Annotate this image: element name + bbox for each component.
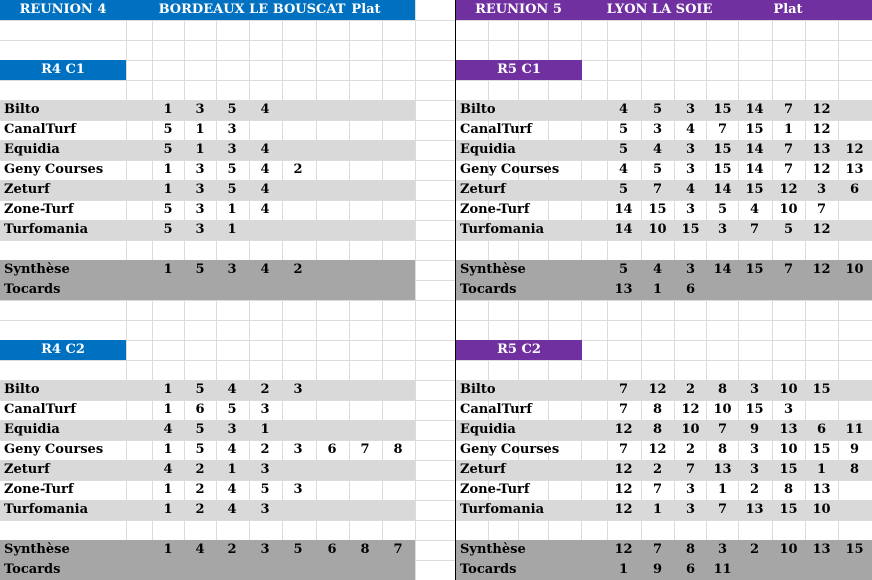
horse-number[interactable]: 3: [260, 402, 270, 417]
horse-number[interactable]: 4: [227, 382, 237, 397]
horse-number[interactable]: 4: [652, 142, 663, 157]
horse-number[interactable]: 3: [260, 462, 270, 477]
horse-number[interactable]: 13: [745, 502, 764, 517]
horse-number[interactable]: 3: [227, 122, 237, 137]
synthese-number[interactable]: 1: [163, 542, 173, 557]
horse-number[interactable]: 12: [812, 102, 831, 117]
horse-number[interactable]: 12: [614, 462, 633, 477]
grid-row-line: [0, 40, 872, 41]
source-label: CanalTurf: [460, 122, 532, 137]
horse-number[interactable]: 5: [618, 122, 629, 137]
grid-row-line: [0, 340, 872, 341]
synthese-number[interactable]: 4: [652, 262, 663, 277]
horse-number[interactable]: 5: [195, 422, 205, 437]
tocards-label: Tocards: [460, 282, 517, 297]
horse-number[interactable]: 7: [652, 182, 663, 197]
horse-number[interactable]: 2: [195, 462, 205, 477]
horse-number[interactable]: 15: [713, 162, 732, 177]
grid-row-line: [0, 520, 872, 521]
source-label: Turfomania: [460, 502, 545, 517]
horse-number[interactable]: 12: [614, 502, 633, 517]
horse-number[interactable]: 12: [812, 122, 831, 137]
synthese-number[interactable]: 14: [713, 262, 732, 277]
horse-number[interactable]: 9: [749, 422, 760, 437]
horse-number[interactable]: 4: [163, 422, 173, 437]
horse-number[interactable]: 14: [745, 162, 764, 177]
horse-number[interactable]: 15: [745, 402, 764, 417]
horse-number[interactable]: 2: [293, 162, 303, 177]
horse-number[interactable]: 15: [745, 182, 764, 197]
horse-number[interactable]: 1: [163, 482, 173, 497]
source-label: Zeturf: [4, 462, 50, 477]
horse-number[interactable]: 7: [816, 202, 827, 217]
horse-number[interactable]: 4: [260, 182, 270, 197]
horse-number[interactable]: 8: [652, 422, 663, 437]
horse-number[interactable]: 5: [163, 222, 173, 237]
horse-number[interactable]: 8: [717, 382, 728, 397]
horse-number[interactable]: 3: [195, 182, 205, 197]
horse-number[interactable]: 3: [717, 222, 728, 237]
horse-number[interactable]: 1: [163, 402, 173, 417]
horse-number[interactable]: 1: [163, 162, 173, 177]
synthese-number[interactable]: 3: [717, 542, 728, 557]
grid-row-line: [0, 360, 872, 361]
tocards-number[interactable]: 9: [652, 562, 663, 577]
horse-number[interactable]: 7: [717, 422, 728, 437]
horse-number[interactable]: 13: [713, 462, 732, 477]
horse-number[interactable]: 15: [812, 382, 831, 397]
horse-number[interactable]: 7: [618, 442, 629, 457]
horse-number[interactable]: 12: [614, 482, 633, 497]
horse-number[interactable]: 1: [163, 442, 173, 457]
source-label: Zeturf: [460, 182, 506, 197]
left-header-type: Plat: [351, 2, 381, 17]
horse-number[interactable]: 1: [163, 382, 173, 397]
horse-number[interactable]: 5: [195, 382, 205, 397]
horse-number[interactable]: 8: [652, 402, 663, 417]
synthese-number[interactable]: 7: [783, 262, 794, 277]
horse-number[interactable]: 8: [393, 442, 403, 457]
horse-number[interactable]: 10: [779, 202, 798, 217]
horse-number[interactable]: 3: [783, 402, 794, 417]
horse-number[interactable]: 1: [227, 202, 237, 217]
horse-number[interactable]: 4: [260, 202, 270, 217]
source-label: Equidia: [4, 142, 60, 157]
horse-number[interactable]: 12: [812, 162, 831, 177]
horse-number[interactable]: 9: [849, 442, 860, 457]
horse-number[interactable]: 3: [195, 102, 205, 117]
horse-number[interactable]: 2: [685, 382, 696, 397]
tocards-number[interactable]: 11: [713, 562, 732, 577]
right-race-1-title[interactable]: R5 C1: [456, 60, 582, 80]
horse-number[interactable]: 14: [745, 102, 764, 117]
source-label: Zone-Turf: [460, 202, 530, 217]
right-header-type: Plat: [773, 2, 803, 17]
horse-number[interactable]: 15: [745, 122, 764, 137]
horse-number[interactable]: 2: [195, 482, 205, 497]
synthese-number[interactable]: 15: [745, 262, 764, 277]
horse-number[interactable]: 3: [652, 122, 663, 137]
source-label: CanalTurf: [4, 122, 76, 137]
horse-number[interactable]: 7: [618, 382, 629, 397]
horse-number[interactable]: 6: [816, 422, 827, 437]
horse-number[interactable]: 7: [618, 402, 629, 417]
horse-number[interactable]: 7: [717, 502, 728, 517]
horse-number[interactable]: 7: [749, 222, 760, 237]
horse-number[interactable]: 4: [260, 102, 270, 117]
horse-number[interactable]: 4: [227, 482, 237, 497]
tocards-label: Tocards: [4, 282, 61, 297]
horse-number[interactable]: 4: [618, 162, 629, 177]
horse-number[interactable]: 6: [327, 442, 337, 457]
synthese-number[interactable]: 1: [163, 262, 173, 277]
horse-number[interactable]: 10: [779, 382, 798, 397]
horse-number[interactable]: 13: [845, 162, 864, 177]
source-label: Equidia: [460, 422, 516, 437]
synthese-number[interactable]: 12: [614, 542, 633, 557]
synthese-label: Synthèse: [4, 262, 70, 277]
horse-number[interactable]: 2: [260, 442, 270, 457]
horse-number[interactable]: 4: [749, 202, 760, 217]
horse-number[interactable]: 2: [260, 382, 270, 397]
horse-number[interactable]: 5: [618, 182, 629, 197]
horse-number[interactable]: 11: [845, 422, 864, 437]
left-header-venue: BORDEAUX LE BOUSCAT: [158, 2, 346, 17]
horse-number[interactable]: 4: [260, 162, 270, 177]
horse-number[interactable]: 5: [618, 142, 629, 157]
synthese-number[interactable]: 6: [327, 542, 337, 557]
horse-number[interactable]: 8: [717, 442, 728, 457]
horse-number[interactable]: 6: [849, 182, 860, 197]
horse-number[interactable]: 5: [783, 222, 794, 237]
horse-number[interactable]: 14: [614, 222, 633, 237]
horse-number[interactable]: 5: [652, 102, 663, 117]
tocards-number[interactable]: 1: [618, 562, 629, 577]
horse-number[interactable]: 14: [614, 202, 633, 217]
horse-number[interactable]: 4: [685, 122, 696, 137]
horse-number[interactable]: 14: [745, 142, 764, 157]
horse-number[interactable]: 10: [681, 422, 700, 437]
horse-number[interactable]: 13: [812, 142, 831, 157]
horse-number[interactable]: 3: [293, 382, 303, 397]
horse-number[interactable]: 3: [685, 482, 696, 497]
synthese-number[interactable]: 8: [360, 542, 370, 557]
horse-number[interactable]: 12: [614, 422, 633, 437]
source-label: Turfomania: [4, 502, 89, 517]
synthese-number[interactable]: 2: [227, 542, 237, 557]
synthese-number[interactable]: 2: [293, 262, 303, 277]
horse-number[interactable]: 5: [227, 182, 237, 197]
horse-number[interactable]: 15: [812, 442, 831, 457]
tocards-label: Tocards: [460, 562, 517, 577]
synthese-number[interactable]: 7: [393, 542, 403, 557]
source-label: Zone-Turf: [4, 482, 74, 497]
source-label: Bilto: [460, 382, 496, 397]
horse-number[interactable]: 1: [260, 422, 270, 437]
horse-number[interactable]: 2: [749, 482, 760, 497]
synthese-number[interactable]: 4: [195, 542, 205, 557]
horse-number[interactable]: 15: [779, 462, 798, 477]
source-label: Bilto: [4, 382, 40, 397]
grid-row-line: [0, 20, 872, 21]
synthese-number[interactable]: 2: [749, 542, 760, 557]
horse-number[interactable]: 3: [195, 222, 205, 237]
horse-number[interactable]: 5: [652, 162, 663, 177]
synthese-number[interactable]: 8: [685, 542, 696, 557]
horse-number[interactable]: 13: [779, 422, 798, 437]
source-label: CanalTurf: [460, 402, 532, 417]
synthese-number[interactable]: 12: [812, 262, 831, 277]
horse-number[interactable]: 4: [685, 182, 696, 197]
synthese-number[interactable]: 7: [652, 542, 663, 557]
horse-number[interactable]: 1: [717, 482, 728, 497]
horse-number[interactable]: 5: [163, 122, 173, 137]
horse-number[interactable]: 12: [648, 382, 667, 397]
horse-number[interactable]: 3: [260, 502, 270, 517]
horse-number[interactable]: 4: [227, 502, 237, 517]
horse-number[interactable]: 1: [163, 182, 173, 197]
horse-number[interactable]: 3: [293, 442, 303, 457]
synthese-number[interactable]: 3: [685, 262, 696, 277]
horse-number[interactable]: 1: [163, 102, 173, 117]
horse-number[interactable]: 5: [260, 482, 270, 497]
horse-number[interactable]: 3: [685, 162, 696, 177]
horse-number[interactable]: 2: [195, 502, 205, 517]
tocards-number[interactable]: 6: [685, 282, 696, 297]
horse-number[interactable]: 12: [779, 182, 798, 197]
synthese-label: Synthèse: [460, 262, 526, 277]
grid-row-line: [0, 240, 872, 241]
horse-number[interactable]: 3: [685, 142, 696, 157]
source-label: Turfomania: [4, 222, 89, 237]
horse-number[interactable]: 7: [783, 142, 794, 157]
horse-number[interactable]: 12: [812, 222, 831, 237]
source-label: Equidia: [460, 142, 516, 157]
tocards-number[interactable]: 13: [614, 282, 633, 297]
left-race-2-title[interactable]: R4 C2: [0, 340, 126, 360]
horse-number[interactable]: 15: [648, 202, 667, 217]
horse-number[interactable]: 10: [779, 442, 798, 457]
source-label: Equidia: [4, 422, 60, 437]
synthese-label: Synthèse: [4, 542, 70, 557]
horse-number[interactable]: 8: [783, 482, 794, 497]
horse-number[interactable]: 3: [749, 462, 760, 477]
horse-number[interactable]: 7: [783, 162, 794, 177]
horse-number[interactable]: 12: [681, 402, 700, 417]
source-label: Zone-Turf: [460, 482, 530, 497]
synthese-number[interactable]: 15: [845, 542, 864, 557]
source-label: Zeturf: [460, 462, 506, 477]
horse-number[interactable]: 1: [227, 222, 237, 237]
horse-number[interactable]: 5: [163, 142, 173, 157]
synthese-number[interactable]: 4: [260, 262, 270, 277]
horse-number[interactable]: 15: [713, 142, 732, 157]
horse-number[interactable]: 10: [648, 222, 667, 237]
horse-number[interactable]: 13: [812, 482, 831, 497]
horse-number[interactable]: 15: [713, 102, 732, 117]
source-label: Zeturf: [4, 182, 50, 197]
horse-number[interactable]: 14: [713, 182, 732, 197]
horse-number[interactable]: 4: [260, 142, 270, 157]
horse-number[interactable]: 3: [195, 162, 205, 177]
right-header-reunion: REUNION 5: [475, 2, 562, 17]
horse-number[interactable]: 5: [227, 102, 237, 117]
grid-column-line: [415, 0, 416, 580]
horse-number[interactable]: 4: [163, 462, 173, 477]
horse-number[interactable]: 7: [652, 482, 663, 497]
right-race-2-title[interactable]: R5 C2: [456, 340, 582, 360]
horse-number[interactable]: 3: [227, 142, 237, 157]
horse-number[interactable]: 10: [713, 402, 732, 417]
horse-number[interactable]: 1: [652, 502, 663, 517]
horse-number[interactable]: 5: [227, 162, 237, 177]
horse-number[interactable]: 5: [717, 202, 728, 217]
horse-number[interactable]: 5: [195, 442, 205, 457]
horse-number[interactable]: 15: [779, 502, 798, 517]
horse-number[interactable]: 3: [749, 442, 760, 457]
synthese-number[interactable]: 13: [812, 542, 831, 557]
horse-number[interactable]: 3: [685, 102, 696, 117]
horse-number[interactable]: 1: [816, 462, 827, 477]
grid-row-line: [0, 60, 872, 61]
source-label: Zone-Turf: [4, 202, 74, 217]
source-label: Geny Courses: [4, 442, 104, 457]
right-header-venue: LYON LA SOIE: [606, 2, 713, 17]
synthese-number[interactable]: 3: [227, 262, 237, 277]
synthese-number[interactable]: 5: [293, 542, 303, 557]
grid-row-line: [0, 320, 872, 321]
horse-number[interactable]: 1: [783, 122, 794, 137]
horse-number[interactable]: 7: [717, 122, 728, 137]
horse-number[interactable]: 3: [685, 202, 696, 217]
source-label: Bilto: [4, 102, 40, 117]
horse-number[interactable]: 10: [812, 502, 831, 517]
horse-number[interactable]: 1: [227, 462, 237, 477]
horse-number[interactable]: 15: [681, 222, 700, 237]
grid-row-line: [0, 300, 872, 301]
horse-number[interactable]: 2: [652, 462, 663, 477]
synthese-number[interactable]: 10: [845, 262, 864, 277]
horse-number[interactable]: 5: [163, 202, 173, 217]
horse-number[interactable]: 7: [360, 442, 370, 457]
horse-number[interactable]: 3: [749, 382, 760, 397]
horse-number[interactable]: 6: [195, 402, 205, 417]
horse-number[interactable]: 8: [849, 462, 860, 477]
synthese-label: Synthèse: [460, 542, 526, 557]
horse-number[interactable]: 3: [227, 422, 237, 437]
horse-number[interactable]: 1: [195, 122, 205, 137]
tocards-number[interactable]: 6: [685, 562, 696, 577]
horse-number[interactable]: 7: [685, 462, 696, 477]
horse-number[interactable]: 12: [845, 142, 864, 157]
horse-number[interactable]: 1: [195, 142, 205, 157]
synthese-number[interactable]: 5: [195, 262, 205, 277]
horse-number[interactable]: 2: [685, 442, 696, 457]
horse-number[interactable]: 3: [816, 182, 827, 197]
tocards-label: Tocards: [4, 562, 61, 577]
synthese-number[interactable]: 3: [260, 542, 270, 557]
horse-number[interactable]: 4: [227, 442, 237, 457]
tocards-number[interactable]: 1: [652, 282, 663, 297]
source-label: Geny Courses: [460, 442, 560, 457]
horse-number[interactable]: 3: [293, 482, 303, 497]
horse-number[interactable]: 4: [618, 102, 629, 117]
source-label: CanalTurf: [4, 402, 76, 417]
horse-number[interactable]: 1: [163, 502, 173, 517]
horse-number[interactable]: 3: [685, 502, 696, 517]
horse-number[interactable]: 3: [195, 202, 205, 217]
source-label: Geny Courses: [460, 162, 560, 177]
source-label: Bilto: [460, 102, 496, 117]
grid-row-line: [0, 80, 872, 81]
source-label: Geny Courses: [4, 162, 104, 177]
synthese-number[interactable]: 10: [779, 542, 798, 557]
synthese-number[interactable]: 5: [618, 262, 629, 277]
horse-number[interactable]: 7: [783, 102, 794, 117]
source-label: Turfomania: [460, 222, 545, 237]
left-race-1-title[interactable]: R4 C1: [0, 60, 126, 80]
left-header-reunion: REUNION 4: [19, 2, 107, 17]
horse-number[interactable]: 5: [227, 402, 237, 417]
horse-number[interactable]: 12: [648, 442, 667, 457]
